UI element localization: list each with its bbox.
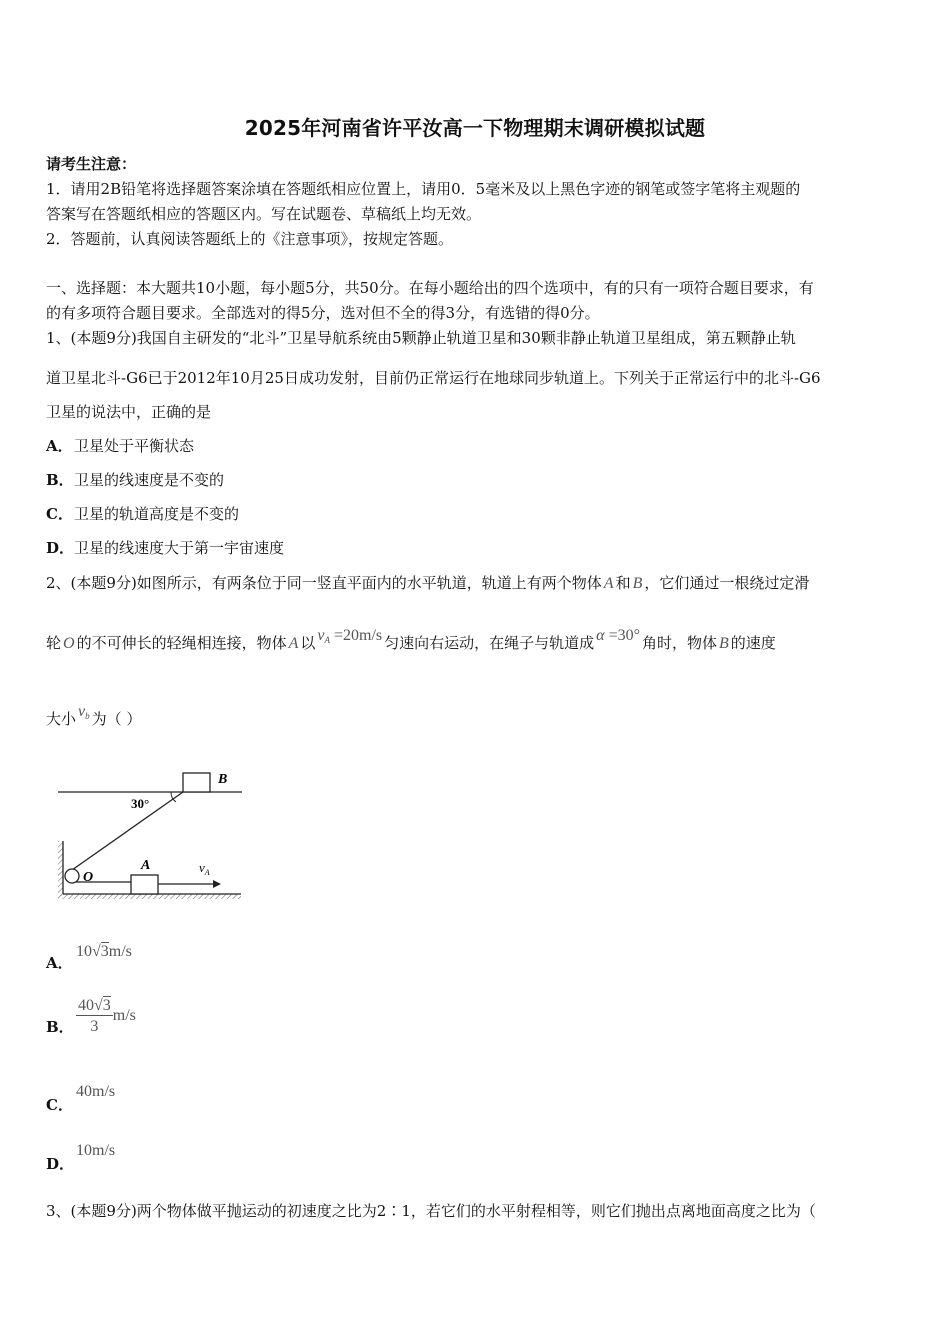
q2-stem-line-2: [46, 627, 776, 653]
q2-option-b-unit: m/s: [112, 1007, 136, 1025]
q1-option-d-text: 卫星的线速度大于第一宇宙速度: [74, 539, 285, 557]
q2-option-b-fraction: [76, 997, 113, 1036]
wall-hatch: [58, 841, 63, 896]
page-title: 2025年河南省许平汝高一下物理期末调研模拟试题: [244, 116, 706, 140]
q2-symbol-o: O: [63, 635, 75, 652]
q1-option-a: [46, 435, 194, 456]
q2-line3-a: 大小: [46, 710, 77, 728]
q2-option-a: [46, 940, 134, 972]
q2-v-value: =20m/s: [334, 627, 383, 644]
notice-item-1-line-1: 1．请用2B铅笔将选择题答案涂填在答题纸相应位置上，请用0．5毫米及以上黑色字迹的钢笔或签字笔将主观题的: [46, 180, 801, 198]
q2-option-d-letter: D．: [46, 1155, 75, 1173]
q2-line2-e: 角时，物体: [641, 634, 717, 652]
notice-heading: 请考生注意：: [46, 155, 137, 173]
q2-option-b-value: [74, 997, 138, 1035]
q2-vb-sub: b: [85, 711, 90, 721]
q1-option-a-text: 卫星处于平衡状态: [74, 437, 195, 455]
q2-v-symbol: v: [317, 627, 325, 644]
rope: [72, 792, 183, 870]
label-b: B: [218, 772, 228, 787]
q2-vb-symbol: v: [78, 703, 86, 720]
q1-stem-line-2: 道卫星北斗-G6已于2012年10月25日成功发射，目前仍正常运行在地球同步轨道上。下列关于正常运行中的北斗-G6: [46, 369, 821, 387]
q2-and: 和: [615, 574, 631, 592]
q1-option-b: [46, 469, 224, 490]
q2-symbol-a: A: [603, 575, 614, 592]
q2-symbol-a-2: A: [288, 635, 299, 652]
q2-symbol-b-2: B: [719, 635, 729, 652]
block-b: [183, 773, 210, 792]
q2-line2-a: 轮: [46, 634, 62, 652]
q2-option-b-num-root: 3: [102, 997, 111, 1014]
q2-line2-c: 以: [300, 634, 316, 652]
section-1-line-1: 一、选择题：本大题共10小题，每小题5分，共50分。在每小题给出的四个选项中，有的只有一项符合题目要求，有: [46, 279, 814, 297]
q2-option-c-letter: C．: [46, 1096, 73, 1114]
ground-hatch: [58, 894, 241, 899]
q2-option-c: [46, 1080, 117, 1114]
notice-item-2: 2．答题前，认真阅读答题纸上的《注意事项》，按规定答题。: [46, 230, 454, 248]
q2-symbol-b: B: [632, 575, 643, 592]
pulley-o: [65, 869, 79, 883]
pulley-diagram: [55, 765, 245, 903]
label-va: $v_A$: [199, 860, 210, 877]
q2-alpha-value: =30°: [608, 627, 640, 644]
q1-option-d: [46, 537, 284, 558]
q2-velocity-eq: [315, 627, 384, 644]
q2-option-a-value: 10√3m/s: [76, 943, 132, 960]
block-a: [131, 875, 158, 894]
q2-stem-line-3: [46, 703, 142, 729]
q1-option-b-letter: B．: [46, 471, 74, 489]
q1-stem-line-3: 卫星的说法中，正确的是: [46, 403, 212, 421]
label-a: A: [141, 858, 151, 873]
q2-option-d: [46, 1139, 117, 1173]
q1-option-c-text: 卫星的轨道高度是不变的: [74, 505, 240, 523]
q2-option-a-unit: m/s: [108, 943, 132, 960]
q2-line1-text: 2、(本题9分)如图所示，有两条位于同一竖直平面内的水平轨道，轨道上有两个物体: [46, 574, 602, 592]
q2-option-b: [46, 997, 138, 1036]
q2-line1-tail: ，它们通过一根绕过定滑: [644, 574, 810, 592]
label-angle: 30°: [131, 796, 150, 811]
q2-option-a-root: 3: [100, 943, 109, 960]
q2-option-b-num-coef: 40: [78, 997, 94, 1014]
q1-option-a-letter: A．: [46, 437, 73, 455]
q2-line2-d: 匀速向右运动，在绳子与轨道成: [384, 634, 595, 652]
q1-option-b-text: 卫星的线速度是不变的: [74, 471, 225, 489]
notice-item-1-line-2: 答案写在答题纸相应的答题区内。写在试题卷、草稿纸上均无效。: [46, 205, 482, 223]
q2-line2-b: 的不可伸长的轻绳相连接，物体: [76, 634, 287, 652]
q2-option-b-numerator: 40√3: [78, 997, 111, 1014]
q3-stem-line-1: 3、(本题9分)两个物体做平抛运动的初速度之比为2∶1，若它们的水平射程相等，则它们抛出点离地面高度之比为（: [46, 1202, 816, 1220]
q1-stem-line-1: 1、(本题9分)我国自主研发的“北斗”卫星导航系统由5颗静止轨道卫星和30颗非静止轨道卫星组成，第五颗静止轨: [46, 329, 796, 347]
q1-option-c: [46, 503, 239, 524]
q2-option-d-text: 10m/s: [76, 1142, 116, 1159]
q2-option-c-text: 40m/s: [76, 1083, 116, 1100]
q2-vb: [76, 703, 92, 720]
q2-alpha: α: [596, 627, 605, 644]
q2-line2-f: 的速度: [730, 634, 776, 652]
q2-option-b-denominator: 3: [90, 1018, 99, 1035]
q2-stem-line-1: [46, 572, 809, 593]
q1-option-d-letter: D．: [46, 539, 75, 557]
q2-option-a-letter: A．: [46, 954, 73, 972]
q2-option-a-coef: 10: [76, 943, 92, 960]
q2-angle-eq: [594, 627, 642, 644]
q2-line3-b: 为（ ）: [91, 710, 142, 728]
q2-v-sub: A: [324, 635, 330, 645]
label-o: O: [83, 870, 94, 885]
q1-option-c-letter: C．: [46, 505, 73, 523]
q2-option-b-letter: B．: [46, 1018, 74, 1037]
velocity-arrowhead: [213, 880, 221, 888]
section-1-line-2: 的有多项符合题目要求。全部选对的得5分，选对但不全的得3分，有选错的得0分。: [46, 304, 600, 322]
